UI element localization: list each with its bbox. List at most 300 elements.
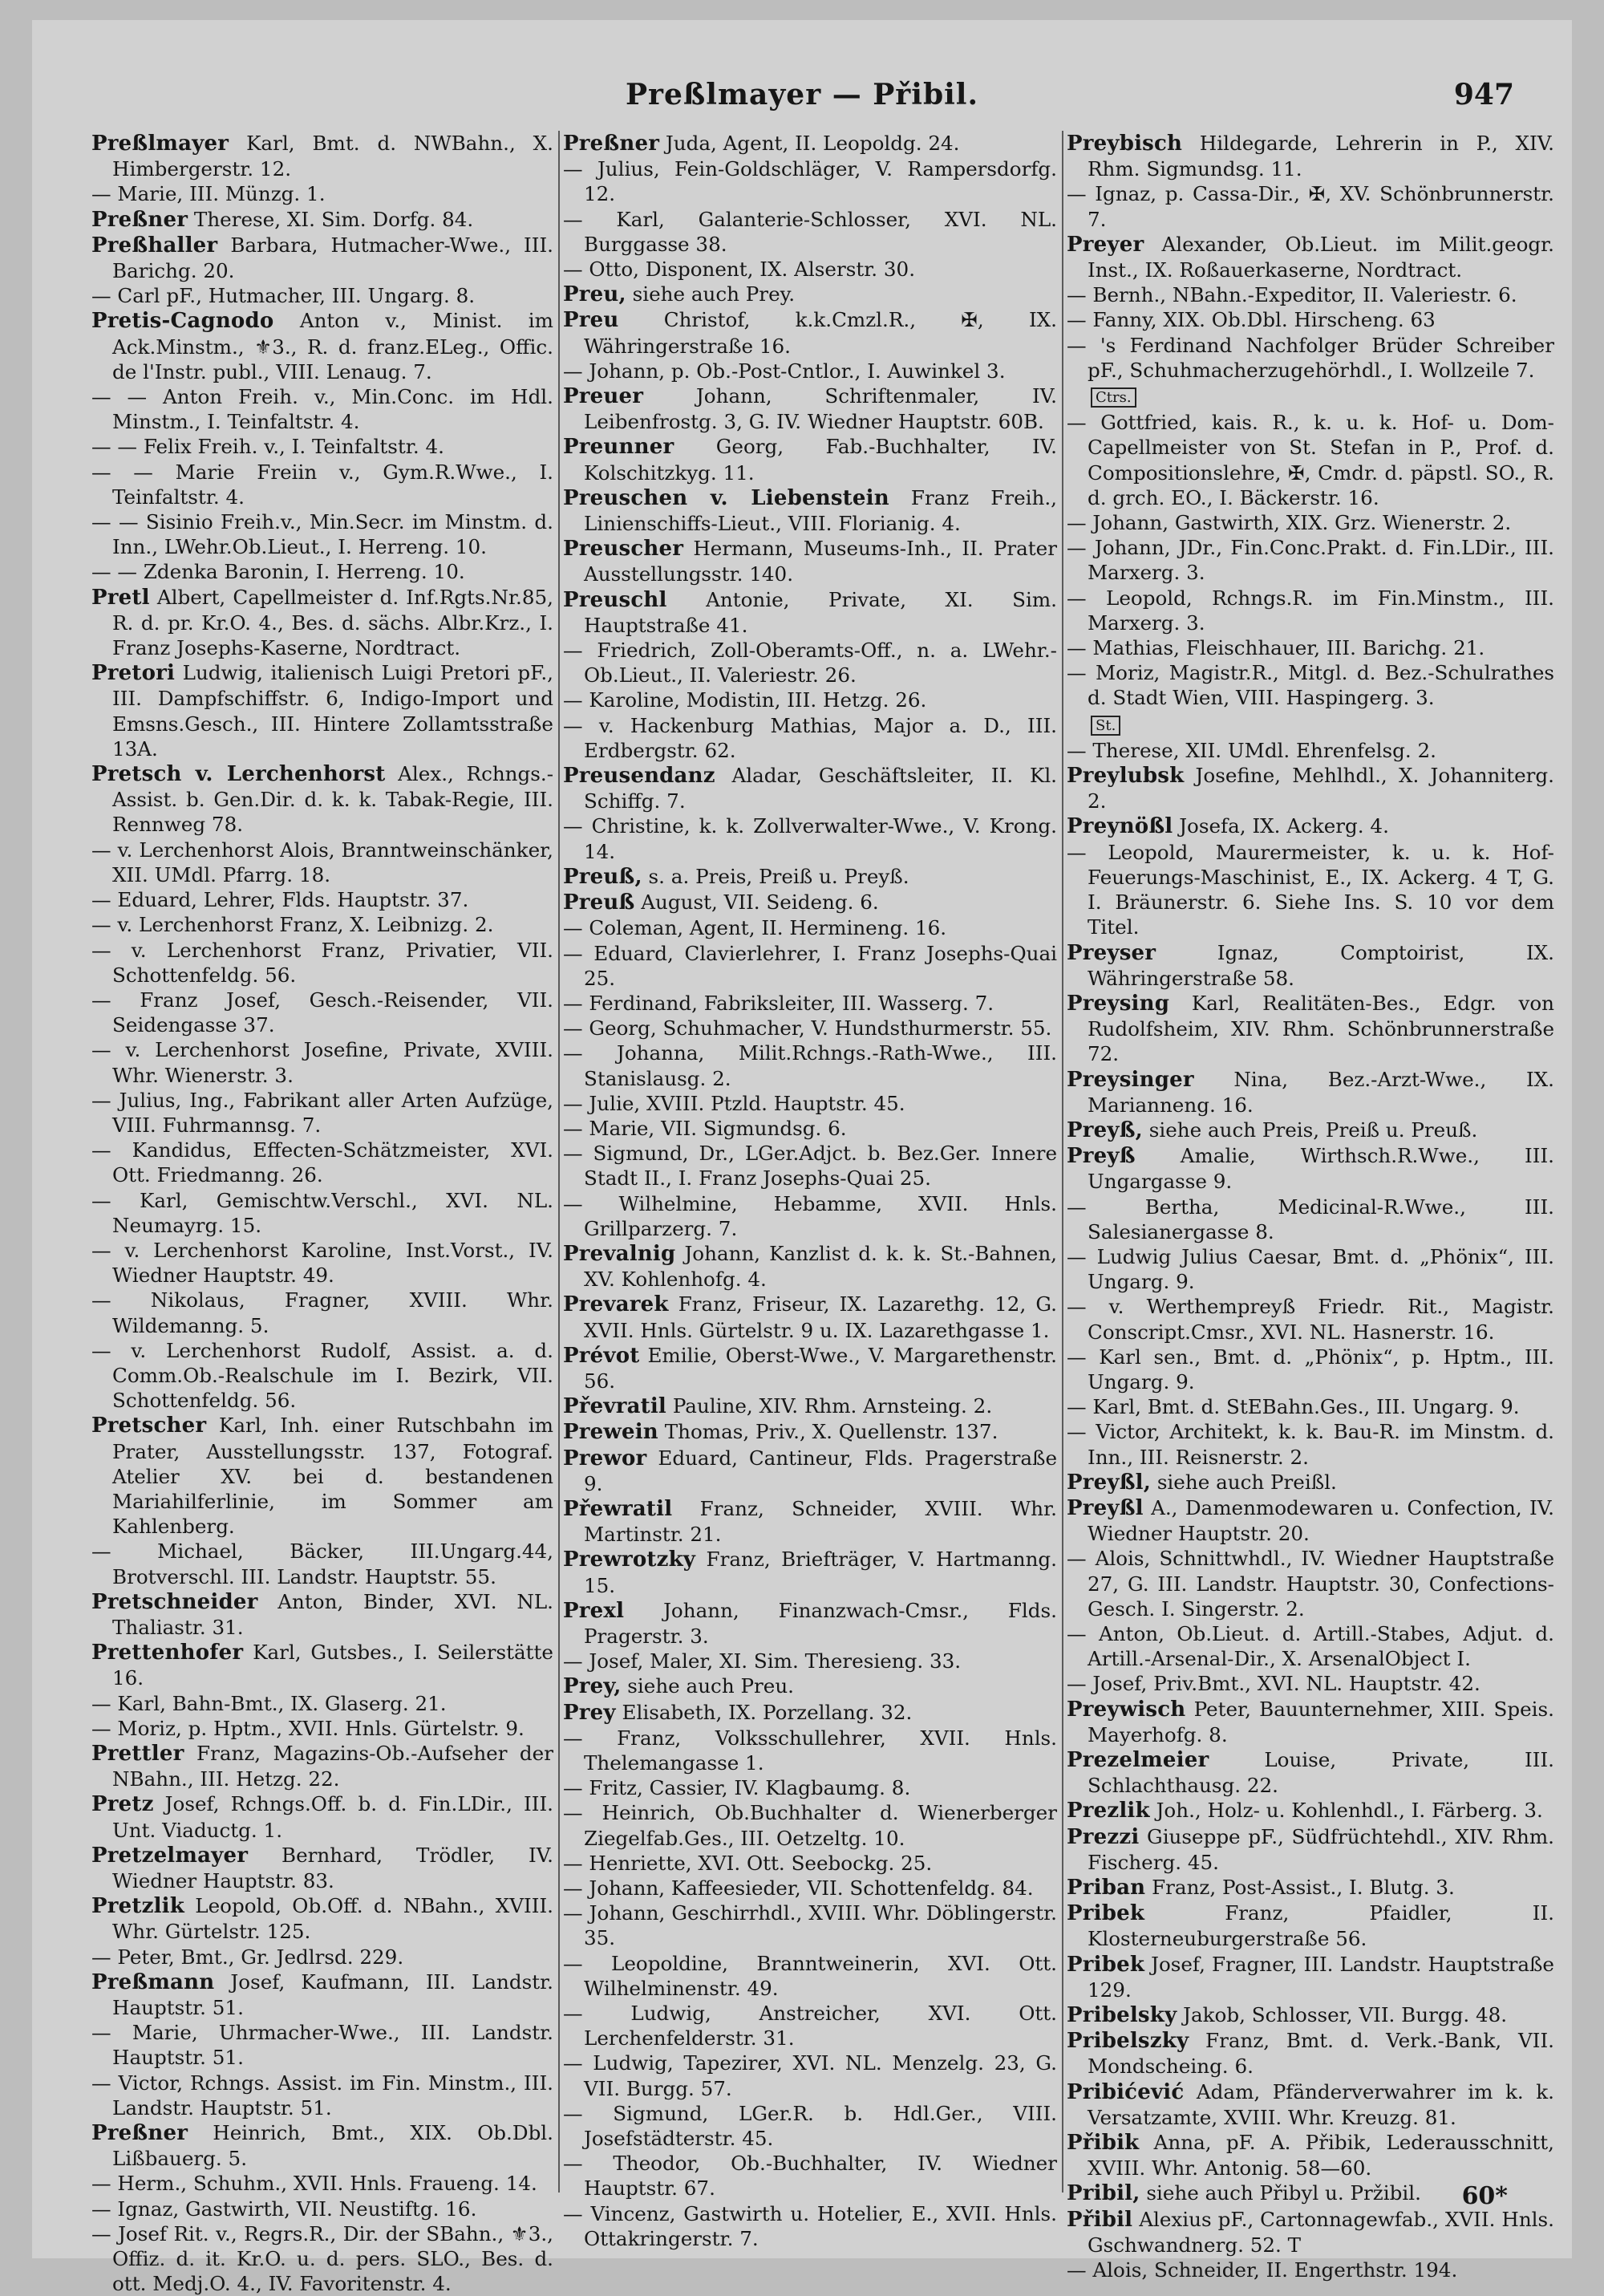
entry-details: — Eduard, Clavierlehrer, I. Franz Josephs-Quai 25. bbox=[563, 941, 1057, 990]
entry-details: — Ferdinand, Fabriksleiter, III. Wasserg. 7. bbox=[563, 991, 994, 1015]
directory-entry bbox=[563, 1951, 1057, 2001]
directory-entry bbox=[563, 1876, 1057, 1900]
directory-entry bbox=[563, 688, 1057, 712]
directory-entry bbox=[563, 763, 1057, 813]
directory-entry bbox=[91, 1088, 553, 1138]
directory-entry bbox=[1067, 940, 1554, 991]
entry-details: — Bertha, Medicinal-R.Wwe., III. Salesianergasse 8. bbox=[1067, 1195, 1554, 1243]
entry-surname: Preßner bbox=[563, 132, 660, 156]
directory-entry bbox=[563, 1775, 1057, 1800]
entry-details: — Johann, Gastwirth, XIX. Grz. Wienerstr. 2. bbox=[1067, 511, 1512, 535]
entry-details: Amalie, Wirthsch.R.Wwe., III. Ungargasse 9. bbox=[1088, 1144, 1554, 1194]
entry-details: — Josef Rit. v., Regrs.R., Dir. der SBahn., ⚜3., Offiz. d. it. Kr.O. u. d. pers. SLO., Bes. d. ott. Medj.O. 4., IV. Favoritenstr. 4. bbox=[91, 2221, 553, 2296]
directory-entry bbox=[563, 1393, 1057, 1419]
entry-details: Hildegarde, Lehrerin in P., XIV. Rhm. Sigmundsg. 11. bbox=[1088, 132, 1554, 181]
directory-entry bbox=[563, 1016, 1057, 1041]
entry-details: Nina, Bez.-Arzt-Wwe., IX. Marianneng. 16. bbox=[1088, 1067, 1554, 1117]
directory-entry bbox=[563, 890, 1057, 915]
entry-details: — Therese, XII. UMdl. Ehrenfelsg. 2. bbox=[1067, 738, 1436, 762]
entry-details: siehe auch Prey. bbox=[632, 282, 796, 306]
directory-entry bbox=[1067, 1875, 1554, 1900]
entry-surname: Prewein bbox=[563, 1420, 658, 1445]
entry-details: Karl, Inh. einer Rutschbahn im Prater, Ausstellungsstr. 137, Fotograf. Atelier XV. bei d. bestandenen Mariahilferlinie, im Sommer am Kahlenberg. bbox=[112, 1414, 553, 1539]
entry-surname: Priban bbox=[1067, 1876, 1146, 1900]
entry-details: Hermann, Museums-Inh., II. Prater Ausstellungsstr. 140. bbox=[584, 537, 1057, 586]
entry-details: — Ignaz, Gastwirth, VII. Neustiftg. 16. bbox=[91, 2197, 477, 2221]
entry-surname: Prezzi bbox=[1067, 1824, 1140, 1849]
entry-details: — Marie, Uhrmacher-Wwe., III. Landstr. Hauptstr. 51. bbox=[91, 2021, 553, 2070]
directory-entry bbox=[563, 1419, 1057, 1445]
directory-entry bbox=[563, 1446, 1057, 1496]
entry-details: Franz, Magazins-Ob.-Aufseher der NBahn., III. Hetzg. 22. bbox=[112, 1742, 553, 1791]
entry-surname: Preyser bbox=[1067, 940, 1156, 965]
entry-surname: Pretl bbox=[91, 585, 150, 610]
entry-surname: Preyß, bbox=[1067, 1118, 1143, 1142]
directory-entry bbox=[91, 1413, 553, 1539]
directory-entry bbox=[563, 915, 1057, 940]
directory-entry bbox=[1067, 738, 1554, 763]
directory-entry bbox=[1067, 1294, 1554, 1344]
directory-entry bbox=[1067, 635, 1554, 660]
entry-details: — Kandidus, Effecten-Schätzmeister, XVI. Ott. Friedmanng. 26. bbox=[91, 1138, 553, 1187]
directory-entry bbox=[91, 2071, 553, 2120]
entry-surname: Preßner bbox=[91, 207, 188, 232]
entry-details: — Bernh., NBahn.-Expeditor, II. Valeriestr. 6. bbox=[1067, 283, 1517, 307]
directory-entry bbox=[1067, 1067, 1554, 1118]
entry-surname: Pribek bbox=[1067, 1901, 1145, 1926]
directory-entry bbox=[91, 559, 553, 584]
entry-surname: Preysing bbox=[1067, 991, 1170, 1016]
entry-details: Louise, Private, III. Schlachthausg. 22. bbox=[1088, 1748, 1554, 1798]
entry-details: Alex., Rchngs.-Assist. b. Gen.Dir. d. k. k. Tabak-Regie, III. Rennweg 78. bbox=[112, 762, 554, 837]
entry-details: — v. Lerchenhorst Karoline, Inst.Vorst., IV. Wiedner Hauptstr. 49. bbox=[91, 1238, 553, 1288]
entry-details: Josef, Fragner, III. Landstr. Hauptstraße 129. bbox=[1088, 1952, 1554, 2002]
page-header bbox=[32, 78, 1572, 126]
entry-details: — Henriette, XVI. Ott. Seebockg. 25. bbox=[563, 1851, 933, 1875]
entry-surname: Prewrotzky bbox=[563, 1548, 696, 1572]
entry-surname: Preusendanz bbox=[563, 764, 715, 789]
directory-entry bbox=[1067, 282, 1554, 307]
directory-entry bbox=[91, 1338, 553, 1414]
directory-entry bbox=[563, 713, 1057, 763]
directory-entry bbox=[1067, 2207, 1554, 2257]
entry-surname: Pribićević bbox=[1067, 2079, 1185, 2104]
entry-details: Karl, Bmt. d. NWBahn., X. Himbergerstr. 12. bbox=[112, 132, 554, 181]
entry-details: — — Marie Freiin v., Gym.R.Wwe., I. Teinfaltstr. 4. bbox=[91, 460, 553, 509]
directory-entry bbox=[91, 434, 553, 459]
directory-entry bbox=[1067, 813, 1554, 839]
entry-surname: Pretori bbox=[91, 661, 176, 686]
directory-entry bbox=[91, 1945, 553, 1969]
directory-entry bbox=[563, 1191, 1057, 1241]
directory-entry bbox=[1067, 660, 1554, 710]
directory-entry bbox=[91, 1640, 553, 1690]
entry-details: — Leopold, Maurermeister, k. u. k. Hof-Feuerungs-Maschinist, E., IX. Ackerg. 4 T, G. I. Bräunerstr. 6. Siehe Ins. S. 10 vor dem Titel. bbox=[1067, 840, 1554, 939]
directory-entry bbox=[91, 1843, 553, 1893]
entry-surname: Převratil bbox=[563, 1394, 667, 1419]
entry-details: — Karl, Galanterie-Schlosser, XVI. NL. Burggasse 38. bbox=[563, 207, 1057, 256]
entry-details: — Moriz, Magistr.R., Mitgl. d. Bez.-Schulrathes d. Stadt Wien, VIII. Haspingerg. 3. bbox=[1067, 661, 1554, 710]
directory-entry bbox=[1067, 1900, 1554, 1951]
directory-entry bbox=[563, 282, 1057, 307]
entry-details: — Christine, k. k. Zollverwalter-Wwe., V. Krong. 14. bbox=[563, 814, 1057, 863]
entry-details: Albert, Capellmeister d. Inf.Rgts.Nr.85, R. d. pr. Kr.O. 4., Bes. d. sächs. Albr.Krz., I. Franz Josephs-Kaserne, Nordtract. bbox=[112, 585, 553, 660]
entry-details: — Otto, Disponent, IX. Alserstr. 30. bbox=[563, 258, 916, 282]
directory-entry bbox=[563, 1900, 1057, 1950]
entry-details: — Alois, Schneider, II. Engerthstr. 194. bbox=[1067, 2258, 1458, 2282]
entry-details: — — Zdenka Baronin, I. Herreng. 10. bbox=[91, 560, 465, 584]
entry-details: — — Sisinio Freih.v., Min.Secr. im Minstm. d. Inn., LWehr.Ob.Lieut., I. Herreng. 10. bbox=[91, 510, 553, 559]
directory-entry bbox=[91, 2197, 553, 2221]
directory-entry bbox=[563, 2151, 1057, 2201]
directory-entry bbox=[91, 384, 553, 434]
entry-details: — Vincenz, Gastwirth u. Hotelier, E., XVII. Hnls. Ottakringerstr. 7. bbox=[563, 2201, 1057, 2250]
entry-details: — Mathias, Fleischhauer, III. Barichg. 21. bbox=[1067, 636, 1485, 660]
directory-entry bbox=[563, 1041, 1057, 1090]
directory-entry bbox=[91, 1138, 553, 1187]
entry-details: — Ludwig, Tapezirer, XVI. NL. Menzelg. 23, G. VII. Burgg. 57. bbox=[563, 2051, 1057, 2100]
directory-entry bbox=[1067, 181, 1554, 231]
entry-details: Heinrich, Bmt., XIX. Ob.Dbl. Lißbauerg. 5. bbox=[112, 2121, 553, 2171]
entry-surname: Prewor bbox=[563, 1446, 647, 1470]
directory-entry bbox=[563, 307, 1057, 358]
directory-entry bbox=[563, 2051, 1057, 2100]
entry-details: Alexander, Ob.Lieut. im Milit.geogr. Inst., IX. Roßauerkaserne, Nordtract. bbox=[1088, 232, 1554, 282]
entry-details: — Heinrich, Ob.Buchhalter d. Wienerberger Ziegelfab.Ges., III. Oetzeltg. 10. bbox=[563, 1801, 1057, 1850]
entry-details: — Friedrich, Zoll-Oberamts-Off., n. a. LWehr.-Ob.Lieut., II. Valeriestr. 26. bbox=[563, 639, 1057, 688]
entry-surname: Prey bbox=[563, 1700, 616, 1725]
entry-surname: Pribelszky bbox=[1067, 2029, 1189, 2054]
entry-details: — Julius, Fein-Goldschläger, V. Rampersdorfg. 12. bbox=[563, 157, 1057, 206]
entry-surname: Pretis-Cagnodo bbox=[91, 309, 274, 334]
entry-details: Franz, Pfaidler, II. Klosterneuburgerstraße 56. bbox=[1088, 1901, 1554, 1951]
directory-entry bbox=[563, 1547, 1057, 1597]
entry-surname: Preuß bbox=[563, 890, 635, 915]
entry-details: — Marie, III. Münzg. 1. bbox=[91, 182, 326, 206]
entry-details: — Moriz, p. Hptm., XVII. Hnls. Gürtelstr. 9. bbox=[91, 1716, 525, 1740]
entry-details: Giuseppe pF., Südfrüchtehdl., XIV. Rhm. Fischerg. 45. bbox=[1088, 1824, 1554, 1874]
entry-details: Anton v., Minist. im Ack.Minstm., ⚜3., R. d. franz.ELeg., Offic. de l'Instr. publ., VIII. Lenaug. 7. bbox=[112, 309, 553, 383]
entry-details: — Wilhelmine, Hebamme, XVII. Hnls. Grillparzerg. 7. bbox=[563, 1191, 1057, 1240]
running-title: Preßlmayer — Přibil. bbox=[625, 78, 978, 112]
directory-entry bbox=[91, 1791, 553, 1842]
entry-details: — Franz, Volksschullehrer, XVII. Hnls. Thelemangasse 1. bbox=[563, 1726, 1057, 1775]
entry-surname: Prévot bbox=[563, 1343, 640, 1368]
entry-details: — — Anton Freih. v., Min.Conc. im Hdl. Minstm., I. Teinfaltstr. 4. bbox=[91, 385, 553, 434]
entry-surname: Preuschen v. Liebenstein bbox=[563, 485, 889, 510]
directory-entry bbox=[91, 283, 553, 308]
column-divider bbox=[1062, 131, 1063, 2193]
entry-details: Christof, k.k.Cmzl.R., ✠, IX. Währingerstraße 16. bbox=[584, 308, 1057, 358]
entry-details: — Victor, Rchngs. Assist. im Fin. Minstm., III. Landstr. Hauptstr. 51. bbox=[91, 2071, 553, 2120]
entry-surname: Preßhaller bbox=[91, 233, 218, 258]
entry-details: Eduard, Cantineur, Flds. Pragerstraße 9. bbox=[584, 1446, 1057, 1495]
directory-entry bbox=[1067, 2079, 1554, 2130]
directory-entry bbox=[563, 536, 1057, 586]
directory-entry bbox=[563, 2001, 1057, 2051]
directory-entry bbox=[1067, 586, 1554, 635]
entry-details: Karl, Gutsbes., I. Seilerstätte 16. bbox=[112, 1641, 553, 1690]
directory-entry bbox=[91, 838, 553, 887]
entry-details: Franz, Bmt. d. Verk.-Bank, VII. Mondscheing. 6. bbox=[1088, 2029, 1554, 2079]
directory-entry bbox=[563, 638, 1057, 688]
entry-details: — Marie, VII. Sigmundsg. 6. bbox=[563, 1116, 847, 1140]
entry-surname: Prexl bbox=[563, 1598, 625, 1623]
directory-entry bbox=[1067, 991, 1554, 1067]
directory-entry bbox=[91, 1188, 553, 1238]
directory-entry bbox=[563, 434, 1057, 485]
entry-surname: Prezlik bbox=[1067, 1799, 1150, 1823]
entry-details: — — Felix Freih. v., I. Teinfaltstr. 4. bbox=[91, 435, 444, 459]
entry-surname: Pribil, bbox=[1067, 2181, 1140, 2206]
entry-surname: Preuß, bbox=[563, 864, 642, 889]
directory-entry bbox=[563, 131, 1057, 156]
entry-details: — Victor, Architekt, k. k. Bau-R. im Minstm. d. Inn., III. Reisnerstr. 2. bbox=[1067, 1420, 1554, 1469]
entry-details: Karl, Realitäten-Bes., Edgr. von Rudolfsheim, XIV. Rhm. Schönbrunnerstraße 72. bbox=[1088, 991, 1555, 1066]
column-divider bbox=[558, 131, 560, 2193]
entry-details: — Johanna, Milit.Rchngs.-Rath-Wwe., III. Stanislausg. 2. bbox=[563, 1041, 1057, 1090]
directory-entry bbox=[91, 1238, 553, 1288]
entry-details: siehe auch Preu. bbox=[627, 1674, 794, 1698]
entry-details: Franz, Friseur, IX. Lazarethg. 12, G. XVII. Hnls. Gürtelstr. 9 u. IX. Lazarethgasse 1. bbox=[584, 1292, 1057, 1342]
directory-entry bbox=[563, 257, 1057, 282]
directory-entry bbox=[91, 585, 553, 661]
column-3 bbox=[1067, 131, 1555, 2282]
directory-entry bbox=[1067, 1952, 1554, 2002]
entry-details: — Sigmund, Dr., LGer.Adjct. b. Bez.Ger. Innere Stadt II., I. Franz Josephs-Quai 25. bbox=[563, 1142, 1057, 1191]
directory-entry bbox=[1067, 410, 1554, 510]
directory-entry bbox=[91, 308, 553, 384]
directory-entry bbox=[563, 991, 1057, 1016]
directory-entry bbox=[1067, 2028, 1554, 2079]
entry-details: Leopold, Ob.Off. d. NBahn., XVIII. Whr. Gürtelstr. 125. bbox=[112, 1894, 553, 1944]
entry-surname: Preylubsk bbox=[1067, 764, 1185, 789]
directory-entry bbox=[1067, 1697, 1554, 1747]
entry-details: — Ignaz, p. Cassa-Dir., ✠, XV. Schönbrunnerstr. 7. bbox=[1067, 182, 1554, 231]
entry-details: siehe auch Přibyl u. Pržibil. bbox=[1146, 2181, 1421, 2205]
entry-details: — Herm., Schuhm., XVII. Hnls. Fraueng. 14. bbox=[91, 2172, 537, 2196]
entry-details: Franz, Post-Assist., I. Blutg. 3. bbox=[1152, 1876, 1455, 1900]
directory-entry bbox=[563, 1292, 1057, 1342]
entry-details: — v. Lerchenhorst Alois, Branntweinschänker, XII. UMdl. Pfarrg. 18. bbox=[91, 838, 553, 886]
entry-details: Barbara, Hutmacher-Wwe., III. Barichg. 20. bbox=[112, 233, 553, 283]
directory-entry bbox=[1067, 1394, 1554, 1419]
entry-details: Aladar, Geschäftsleiter, II. Kl. Schiffg. 7. bbox=[584, 764, 1057, 813]
entry-surname: Preywisch bbox=[1067, 1697, 1186, 1722]
entry-surname: Pretsch v. Lerchenhorst bbox=[91, 762, 386, 787]
directory-entry bbox=[91, 1037, 553, 1087]
entry-details: Emilie, Oberst-Wwe., V. Margarethenstr. 56. bbox=[584, 1343, 1057, 1393]
directory-entry bbox=[1067, 1798, 1554, 1823]
entry-surname: Preu, bbox=[563, 282, 626, 307]
directory-entry bbox=[563, 2201, 1057, 2251]
directory-entry bbox=[1067, 1244, 1554, 1294]
entry-details: Joh., Holz- u. Kohlenhdl., I. Färberg. 3. bbox=[1156, 1799, 1543, 1823]
directory-entry bbox=[563, 1673, 1057, 1699]
directory-entry bbox=[91, 1741, 553, 1791]
entry-surname: Preuer bbox=[563, 384, 644, 409]
directory-entry bbox=[1067, 1195, 1554, 1244]
entry-surname: Preyßl, bbox=[1067, 1470, 1151, 1495]
entry-surname: Pribek bbox=[1067, 1952, 1145, 1977]
directory-entry bbox=[563, 813, 1057, 863]
entry-surname: Prettler bbox=[91, 1742, 184, 1766]
entry-details: — v. Lerchenhorst Rudolf, Assist. a. d. Comm.Ob.-Realschule im I. Bezirk, VII. Schottenfeldg. 56. bbox=[91, 1338, 553, 1413]
entry-details: — Michael, Bäcker, III.Ungarg.44, Brotverschl. III. Landstr. Hauptstr. 55. bbox=[91, 1539, 553, 1588]
directory-entry bbox=[91, 1288, 553, 1337]
entry-details: Georg, Fab.-Buchhalter, IV. Kolschitzkyg. 11. bbox=[584, 435, 1057, 485]
entry-details: Josefine, Mehlhdl., X. Johanniterg. 2. bbox=[1088, 764, 1554, 813]
directory-entry bbox=[1067, 307, 1554, 332]
directory-entry bbox=[563, 1800, 1057, 1850]
directory-entry bbox=[1067, 333, 1554, 383]
entry-surname: Pretzelmayer bbox=[91, 1843, 249, 1868]
entry-surname: Preyer bbox=[1067, 232, 1144, 257]
entry-surname: Preßner bbox=[91, 2121, 188, 2146]
entry-details: — Ludwig, Anstreicher, XVI. Ott. Lerchenfelderstr. 31. bbox=[563, 2002, 1057, 2051]
entry-surname: Preybisch bbox=[1067, 132, 1183, 156]
entry-surname: Preyß bbox=[1067, 1144, 1136, 1169]
directory-entry bbox=[91, 761, 553, 838]
directory-entry bbox=[91, 938, 553, 988]
entry-surname: Přibik bbox=[1067, 2131, 1140, 2156]
directory-entry bbox=[91, 2171, 553, 2196]
entry-details: — Karoline, Modistin, III. Hetzg. 26. bbox=[563, 688, 927, 712]
directory-entry bbox=[91, 1539, 553, 1588]
directory-entry bbox=[563, 941, 1057, 991]
entry-details: — Fritz, Cassier, IV. Klagbaumg. 8. bbox=[563, 1776, 911, 1800]
directory-entry bbox=[563, 1851, 1057, 1876]
directory-entry bbox=[1067, 1546, 1554, 1621]
directory-entry bbox=[563, 864, 1057, 890]
directory-page bbox=[32, 20, 1572, 2296]
entry-surname: Preunner bbox=[563, 435, 674, 460]
directory-entry bbox=[91, 131, 553, 181]
directory-entry bbox=[91, 887, 553, 912]
entry-details: — Nikolaus, Fragner, XVIII. Whr. Wildemanng. 5. bbox=[91, 1288, 553, 1337]
directory-entry bbox=[91, 2020, 553, 2070]
entry-details: — Josef, Priv.Bmt., XVI. NL. Hauptstr. 42. bbox=[1067, 1672, 1480, 1696]
directory-entry bbox=[563, 383, 1057, 434]
directory-entry bbox=[563, 1700, 1057, 1726]
entry-details: — v. Werthempreyß Friedr. Rit., Magistr. Conscript.Cmsr., XVI. NL. Hasnerstr. 16. bbox=[1067, 1295, 1554, 1344]
entry-details: siehe auch Preis, Preiß u. Preuß. bbox=[1148, 1118, 1478, 1142]
entry-details: Juda, Agent, II. Leopoldg. 24. bbox=[665, 132, 960, 155]
entry-surname: Prettenhofer bbox=[91, 1641, 244, 1665]
entry-details: — 's Ferdinand Nachfolger Brüder Schreiber pF., Schuhmacherzugehörhdl., I. Wollzeile 7. bbox=[1067, 333, 1554, 382]
directory-entry bbox=[91, 660, 553, 761]
directory-entry bbox=[91, 207, 553, 233]
entry-surname: Preynößl bbox=[1067, 814, 1173, 839]
entry-details: siehe auch Preißl. bbox=[1156, 1470, 1337, 1494]
entry-surname: Preßmann bbox=[91, 1969, 215, 1994]
entry-details: — Anton, Ob.Lieut. d. Artill.-Stabes, Adjut. d. Artill.-Arsenal-Dir., X. ArsenalObject I. bbox=[1067, 1621, 1554, 1671]
entry-surname: Preyßl bbox=[1067, 1495, 1144, 1520]
entry-details: — Alois, Schnittwhdl., IV. Wiedner Hauptstraße 27, G. III. Landstr. Hauptstr. 30, Confections-Gesch. I. Singerstr. 2. bbox=[1067, 1547, 1554, 1621]
stamp-mark: St. bbox=[1091, 716, 1120, 736]
directory-entry bbox=[1067, 1621, 1554, 1671]
entry-surname: Preßlmayer bbox=[91, 132, 229, 156]
directory-entry bbox=[91, 1691, 553, 1716]
entry-details: Johann, Kanzlist d. k. k. St.-Bahnen, XV. Kohlenhofg. 4. bbox=[584, 1241, 1057, 1292]
directory-entry bbox=[563, 2101, 1057, 2151]
entry-details: Jakob, Schlosser, VII. Burgg. 48. bbox=[1183, 2003, 1508, 2027]
entry-surname: Preu bbox=[563, 308, 619, 333]
entry-details: — Johann, Kaffeesieder, VII. Schottenfeldg. 84. bbox=[563, 1876, 1034, 1900]
page-number: 947 bbox=[1453, 78, 1514, 112]
directory-entry bbox=[1067, 1824, 1554, 1875]
entry-surname: Prevalnig bbox=[563, 1241, 676, 1266]
entry-surname: Prevarek bbox=[563, 1292, 669, 1317]
directory-entry bbox=[1067, 1345, 1554, 1394]
entry-details: — v. Hackenburg Mathias, Major a. D., III. Erdbergstr. 62. bbox=[563, 713, 1057, 762]
entry-details: — Sigmund, LGer.R. b. Hdl.Ger., VIII. Josefstädterstr. 45. bbox=[563, 2101, 1057, 2151]
entry-details: — v. Lerchenhorst Franz, X. Leibnizg. 2. bbox=[91, 913, 494, 937]
entry-details: — v. Lerchenhorst Josefine, Private, XVIII. Whr. Wienerstr. 3. bbox=[91, 1038, 553, 1087]
column-1 bbox=[91, 131, 554, 2296]
directory-entry bbox=[1067, 1419, 1554, 1469]
entry-details: — Coleman, Agent, II. Hermineng. 16. bbox=[563, 916, 947, 940]
directory-entry bbox=[563, 587, 1057, 638]
entry-details: — Eduard, Lehrer, Flds. Hauptstr. 37. bbox=[91, 888, 469, 912]
entry-surname: Pribelsky bbox=[1067, 2003, 1177, 2028]
entry-details: — Josef, Maler, XI. Sim. Theresieng. 33. bbox=[563, 1649, 962, 1673]
entry-surname: Pretschneider bbox=[91, 1589, 258, 1614]
entry-details: Elisabeth, IX. Porzellang. 32. bbox=[622, 1700, 913, 1724]
directory-entry bbox=[563, 485, 1057, 536]
directory-entry bbox=[1067, 2257, 1554, 2282]
entry-details: Alexius pF., Cartonnagewfab., XVII. Hnls. Gschwandnerg. 52. T bbox=[1088, 2207, 1554, 2257]
entry-details: — Peter, Bmt., Gr. Jedlrsd. 229. bbox=[91, 1945, 404, 1969]
entry-surname: Přewratil bbox=[563, 1496, 673, 1521]
directory-entry bbox=[1067, 840, 1554, 940]
entry-details: — Johann, JDr., Fin.Conc.Prakt. d. Fin.LDir., III. Marxerg. 3. bbox=[1067, 536, 1554, 585]
directory-entry bbox=[563, 359, 1057, 383]
directory-entry bbox=[1067, 2130, 1554, 2180]
entry-details: — Franz Josef, Gesch.-Reisender, VII. Seidengasse 37. bbox=[91, 988, 553, 1037]
directory-entry bbox=[1067, 1747, 1554, 1798]
directory-entry bbox=[563, 1091, 1057, 1116]
directory-entry bbox=[91, 912, 553, 937]
directory-entry bbox=[563, 156, 1057, 206]
directory-entry bbox=[563, 1116, 1057, 1141]
entry-details: Pauline, XIV. Rhm. Arnsteing. 2. bbox=[672, 1394, 993, 1418]
entry-details: — Johann, p. Ob.-Post-Cntlor., I. Auwinkel 3. bbox=[563, 359, 1006, 383]
directory-entry bbox=[1067, 383, 1554, 410]
entry-surname: Prey, bbox=[563, 1674, 622, 1699]
entry-details: — Karl sen., Bmt. d. „Phönix“, p. Hptm., III. Ungarg. 9. bbox=[1067, 1345, 1554, 1393]
entry-details: Anna, pF. A. Přibik, Lederausschnitt, XVIII. Whr. Antonig. 58—60. bbox=[1088, 2131, 1554, 2180]
entry-details: Franz, Briefträger, V. Hartmanng. 15. bbox=[584, 1548, 1057, 1597]
entry-details: Adam, Pfänderverwahrer im k. k. Versatzamte, XVIII. Whr. Kreuzg. 81. bbox=[1088, 2079, 1554, 2129]
entry-details: Peter, Bauunternehmer, XIII. Speis. Mayerhofg. 8. bbox=[1088, 1697, 1554, 1746]
entry-surname: Pretzlik bbox=[91, 1894, 184, 1919]
directory-entry bbox=[563, 1726, 1057, 1775]
entry-details: Bernhard, Trödler, IV. Wiedner Hauptstr. 83. bbox=[112, 1843, 553, 1893]
entry-details: Johann, Finanzwach-Cmsr., Flds. Pragerstr. 3. bbox=[584, 1598, 1057, 1648]
directory-entry bbox=[1067, 510, 1554, 535]
directory-entry bbox=[1067, 1118, 1554, 1143]
entry-surname: Přibil bbox=[1067, 2207, 1133, 2232]
entry-details: — Georg, Schuhmacher, V. Hundsthurmerstr. 55. bbox=[563, 1016, 1052, 1041]
directory-entry bbox=[91, 233, 553, 283]
entry-surname: Preuscher bbox=[563, 537, 684, 562]
directory-entry bbox=[563, 207, 1057, 257]
entry-details: — Theodor, Ob.-Buchhalter, IV. Wiedner Hauptstr. 67. bbox=[563, 2152, 1057, 2201]
directory-entry bbox=[1067, 2002, 1554, 2028]
entry-details: Johann, Schriftenmaler, IV. Leibenfrostg. 3, G. IV. Wiedner Hauptstr. 60B. bbox=[584, 384, 1057, 434]
entry-details: — Ludwig Julius Caesar, Bmt. d. „Phönix“, III. Ungarg. 9. bbox=[1067, 1244, 1554, 1294]
